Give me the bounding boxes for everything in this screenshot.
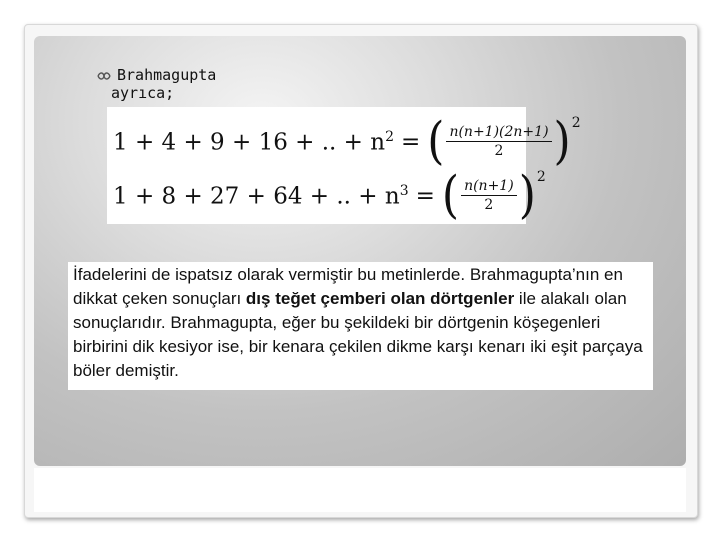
bullet-line-1: Brahmagupta [117,66,217,84]
right-paren: ) [518,166,536,225]
paragraph-bold-term: dış teğet çemberi olan dörtgenler [245,289,515,308]
fraction [461,178,517,214]
equals-sign: = [415,183,435,209]
bullet-text [111,66,217,102]
fraction-numerator: n(n+1) [461,178,517,196]
bullet-swirl-icon [97,71,111,81]
paragraph-part-1: İfadelerini de ispatsız olarak vermiştir bu metinlerde. Brahmagupta’nın en dikkat çeken sonuçları [73,265,623,308]
paragraph-part-2: ile alakalı olan sonuçlarıdır. Brahmagupta, eğer bu şekildeki bir dörtgenin köşegenleri birbirini dik kesiyor ise, bir kenara çekilen dikme karşı kenarı iki eşit parçaya böler demiştir. [73,289,643,380]
formula-lhs: 1 + 4 + 9 + 16 + .. + $n^2$ [113,128,394,156]
formula-sum-of-cubes [113,166,546,225]
slide-footer-strip [34,468,686,512]
fraction-denominator: 2 [494,143,504,159]
formula-image [107,107,581,225]
fraction-numerator: n(n+1)(2n+1) [446,124,551,142]
bullet-item [97,66,216,102]
paragraph-text-box [68,262,653,390]
bullet-line-2: ayrıca; [111,84,175,102]
outer-exponent: 2 [571,115,581,131]
left-paren: ( [427,112,445,171]
formula-sum-of-squares [113,112,581,171]
formula-lhs: 1 + 8 + 27 + 64 + .. + $n^3$ [113,182,409,210]
fraction-denominator: 2 [484,197,494,213]
outer-exponent: 2 [536,169,546,185]
fraction [446,124,551,160]
equals-sign: = [401,129,421,155]
right-paren: ) [553,112,571,171]
left-paren: ( [441,166,460,225]
